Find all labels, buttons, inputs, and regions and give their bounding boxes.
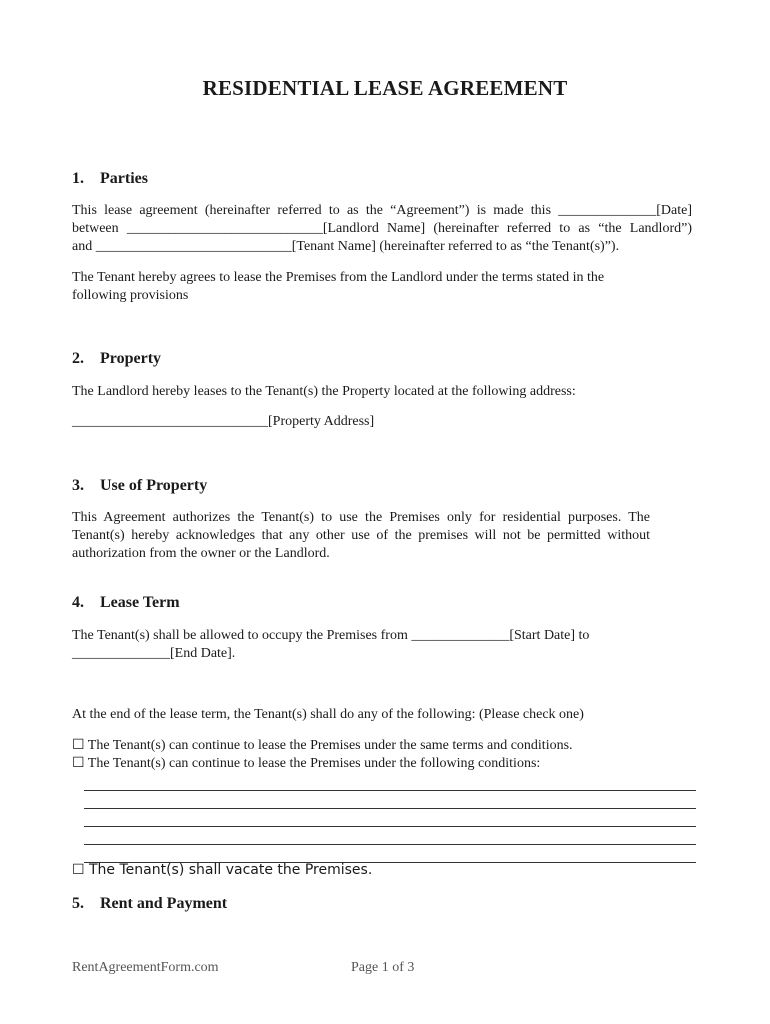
term-option-continue-same[interactable] [72, 737, 702, 755]
paragraph-line: The Landlord hereby leases to the Tenant(s) the Property located at the following address: [72, 384, 576, 399]
section-number: 1. [72, 170, 84, 187]
blank-line [84, 773, 696, 791]
use-paragraph [72, 509, 650, 563]
section-title: Rent and Payment [100, 895, 228, 912]
paragraph-line: and ____________________________[Tenant Name] (hereinafter referred to as “the Tenant(s)”). [72, 239, 620, 254]
footer-page-number: Page 1 of 3 [351, 960, 415, 975]
section-heading-rent [72, 895, 227, 913]
paragraph-line: The Tenant(s) shall be allowed to occupy the Premises from ______________[Start Date] to [72, 628, 590, 643]
paragraph-line: following provisions [72, 288, 189, 303]
term-option-vacate[interactable] [72, 861, 702, 879]
checkbox-option-label[interactable]: ☐ The Tenant(s) can continue to lease the Premises under the same terms and conditions. [72, 738, 573, 753]
checkbox-option-label[interactable]: ☐ The Tenant(s) shall vacate the Premises. [72, 862, 373, 878]
paragraph-line: Tenant(s) hereby acknowledges that any other use of the premises will not be permitted without [72, 528, 650, 543]
property-paragraph [72, 383, 702, 401]
paragraph-line: ______________[End Date]. [72, 646, 236, 661]
section-number: 5. [72, 895, 84, 912]
document-title: RESIDENTIAL LEASE AGREEMENT [202, 76, 568, 100]
blank-line [84, 809, 696, 827]
paragraph-line: between ____________________________[Landlord Name] (hereinafter referred to as “the Landlord”) [72, 221, 692, 236]
section-number: 4. [72, 594, 84, 611]
parties-paragraph [72, 202, 692, 256]
footer-source: RentAgreementForm.com [72, 960, 219, 975]
section-heading-property [72, 350, 161, 368]
conditions-blank-lines [84, 773, 696, 863]
paragraph-line: authorization from the owner or the Landlord. [72, 546, 330, 561]
section-heading-use [72, 477, 207, 495]
term-option-continue-conditions[interactable] [72, 755, 702, 773]
blank-line [84, 791, 696, 809]
paragraph-line: This lease agreement (hereinafter referred to as the “Agreement”) is made this ______________[Date] [72, 203, 692, 218]
term-dates-paragraph [72, 627, 702, 663]
parties-lease-paragraph [72, 269, 702, 305]
paragraph-line: ____________________________[Property Address] [72, 414, 375, 429]
section-title: Use of Property [100, 477, 208, 494]
paragraph-line: The Tenant hereby agrees to lease the Premises from the Landlord under the terms stated in the [72, 270, 605, 285]
section-number: 2. [72, 350, 84, 367]
section-number: 3. [72, 477, 84, 494]
paragraph-line: At the end of the lease term, the Tenant(s) shall do any of the following: (Please check one) [72, 707, 584, 722]
paragraph-line: This Agreement authorizes the Tenant(s) to use the Premises only for residential purposes. The [72, 510, 650, 525]
checkbox-option-label[interactable]: ☐ The Tenant(s) can continue to lease the Premises under the following conditions: [72, 756, 541, 771]
section-title: Parties [100, 170, 148, 187]
section-heading-term [72, 594, 180, 612]
property-address-blank [72, 413, 702, 431]
section-title: Property [100, 350, 162, 367]
section-heading-parties [72, 170, 148, 188]
term-options-intro [72, 706, 702, 724]
section-title: Lease Term [100, 594, 180, 611]
blank-line [84, 827, 696, 845]
